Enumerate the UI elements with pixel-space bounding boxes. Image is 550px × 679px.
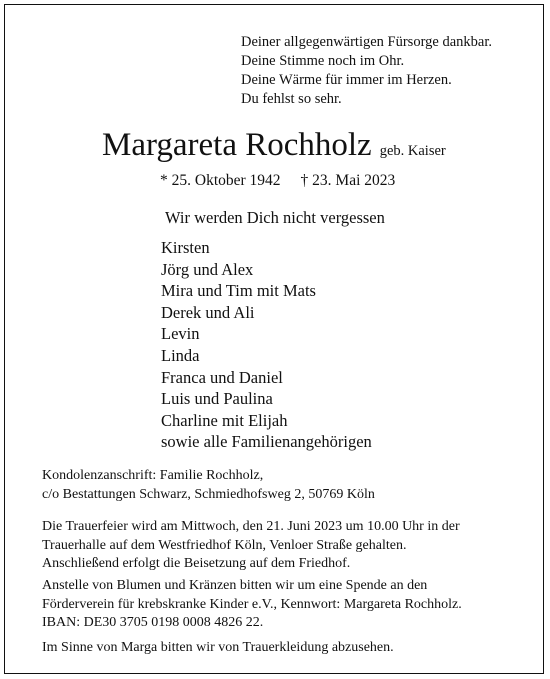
- donation-info: [42, 577, 462, 633]
- family-member: Mira und Tim mit Mats: [161, 281, 316, 301]
- family-member: sowie alle Familienangehörigen: [161, 432, 372, 452]
- condolence-address: [42, 467, 375, 504]
- funeral-info: [42, 518, 460, 574]
- deceased-name: Margareta Rochholz: [102, 127, 372, 163]
- family-member: Kirsten: [161, 238, 210, 257]
- funeral-line: Anschließend erfolgt die Beisetzung auf dem Friedhof.: [42, 556, 351, 571]
- family-member: Franca und Daniel: [161, 367, 283, 387]
- poem-line: Deine Wärme für immer im Herzen.: [241, 72, 452, 88]
- condolence-line: Kondolenzanschrift: Familie Rochholz,: [42, 468, 264, 483]
- funeral-line: Trauerhalle auf dem Westfriedhof Köln, Venloer Straße gehalten.: [42, 537, 407, 553]
- family-member: Luis und Paulina: [161, 389, 273, 409]
- family-member: Charline mit Elijah: [161, 410, 288, 430]
- birth-date: * 25. Oktober 1942: [160, 172, 281, 189]
- death-date: † 23. Mai 2023: [300, 172, 396, 189]
- poem: [241, 33, 492, 109]
- condolence-line: c/o Bestattungen Schwarz, Schmiedhofsweg 2, 50769 Köln: [42, 486, 375, 502]
- motto: Wir werden Dich nicht vergessen: [165, 208, 385, 227]
- donation-line: Förderverein für krebskranke Kinder e.V., Kennwort: Margareta Rochholz.: [42, 596, 462, 612]
- poem-line: Du fehlst so sehr.: [241, 91, 342, 107]
- funeral-line: Die Trauerfeier wird am Mittwoch, den 21. Juni 2023 um 10.00 Uhr in der: [42, 519, 460, 534]
- closing-note: Im Sinne von Marga bitten wir von Trauerkleidung abzusehen.: [42, 640, 394, 655]
- poem-line: Deiner allgegenwärtigen Fürsorge dankbar.: [241, 34, 492, 50]
- family-member: Levin: [161, 324, 200, 344]
- family-member: Jörg und Alex: [161, 259, 254, 279]
- family-list: [161, 237, 372, 453]
- maiden-name: geb. Kaiser: [379, 143, 446, 159]
- poem-line: Deine Stimme noch im Ohr.: [241, 53, 405, 69]
- donation-line: Anstelle von Blumen und Kränzen bitten wir um eine Spende an den: [42, 578, 428, 593]
- life-dates: [160, 172, 395, 190]
- family-member: Linda: [161, 345, 200, 365]
- name-heading: [102, 125, 446, 165]
- obituary-frame: [4, 4, 544, 674]
- donation-line: IBAN: DE30 3705 0198 0008 4826 22.: [42, 615, 264, 630]
- family-member: Derek und Ali: [161, 302, 255, 322]
